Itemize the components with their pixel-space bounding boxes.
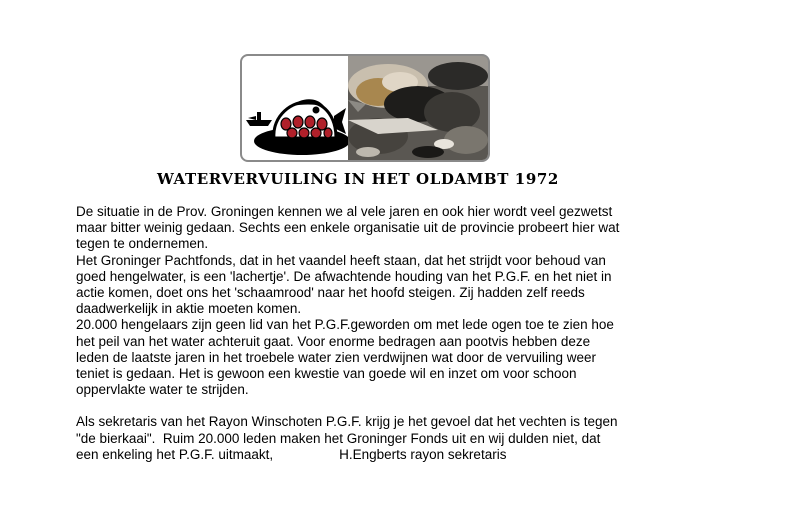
text-line: teniet is gedaan. Het is gewoon een kwestie van goede wil en inzet om voor schoon <box>76 365 577 381</box>
page-title: WATERVERVUILING IN HET OLDAMBT 1972 <box>157 170 559 188</box>
polluted-water-photo <box>348 56 488 160</box>
paragraph <box>76 414 696 463</box>
text-line: het peil van het water achteruit gaat. Voor enorme bedragen aan pootvis hebben deze <box>76 333 591 349</box>
text-line: daadwerkelijk in aktie moeten komen. <box>76 301 302 317</box>
closing-line <box>76 447 696 463</box>
text-line: 20.000 hengelaars zijn geen lid van het P.G.F.geworden om met lede ogen toe te zien hoe <box>76 317 614 333</box>
text-line: leden de laatste jaren in het troebele water zien verdwijnen wat door de vervuiling weer <box>76 349 597 365</box>
text-line: Als sekretaris van het Rayon Winschoten P.G.F. krijg je het gevoel dat het vechten is tegen <box>76 414 618 430</box>
paragraph <box>76 253 696 318</box>
paragraph <box>76 204 696 253</box>
signature: H.Engberts rayon sekretaris <box>339 446 507 462</box>
text-line: actie komen, doet ons het 'schaamrood' naar het hoofd steigen. Zij hadden zelf reeds <box>76 284 585 300</box>
fish-logo-icon <box>242 56 348 160</box>
text-line: tegen te ondernemen. <box>76 236 209 252</box>
text-line: oppervlakte water te strijden. <box>76 382 249 398</box>
article-body <box>76 204 696 463</box>
paragraph-spacer <box>76 398 696 414</box>
text-line: Het Groninger Pachtfonds, dat in het vaandel heeft staan, dat het strijdt voor behoud van <box>76 252 606 268</box>
header-banner-image <box>240 54 490 162</box>
text-line: "de bierkaai". Ruim 20.000 leden maken het Groninger Fonds uit en wij dulden niet, dat <box>76 430 601 446</box>
paragraph <box>76 317 696 398</box>
text-line: maar bitter weinig gedaan. Sechts een enkele organisatie uit de provincie probeert hier wat <box>76 220 620 236</box>
text-line: goed hengelwater, is een 'lachertje'. De afwachtende houding van het P.G.F. en het niet in <box>76 268 612 284</box>
text-line: De situatie in de Prov. Groningen kennen we al vele jaren en ook hier wordt veel gezwetst <box>76 204 613 219</box>
closing-text: een enkeling het P.G.F. uitmaakt, <box>76 446 274 462</box>
